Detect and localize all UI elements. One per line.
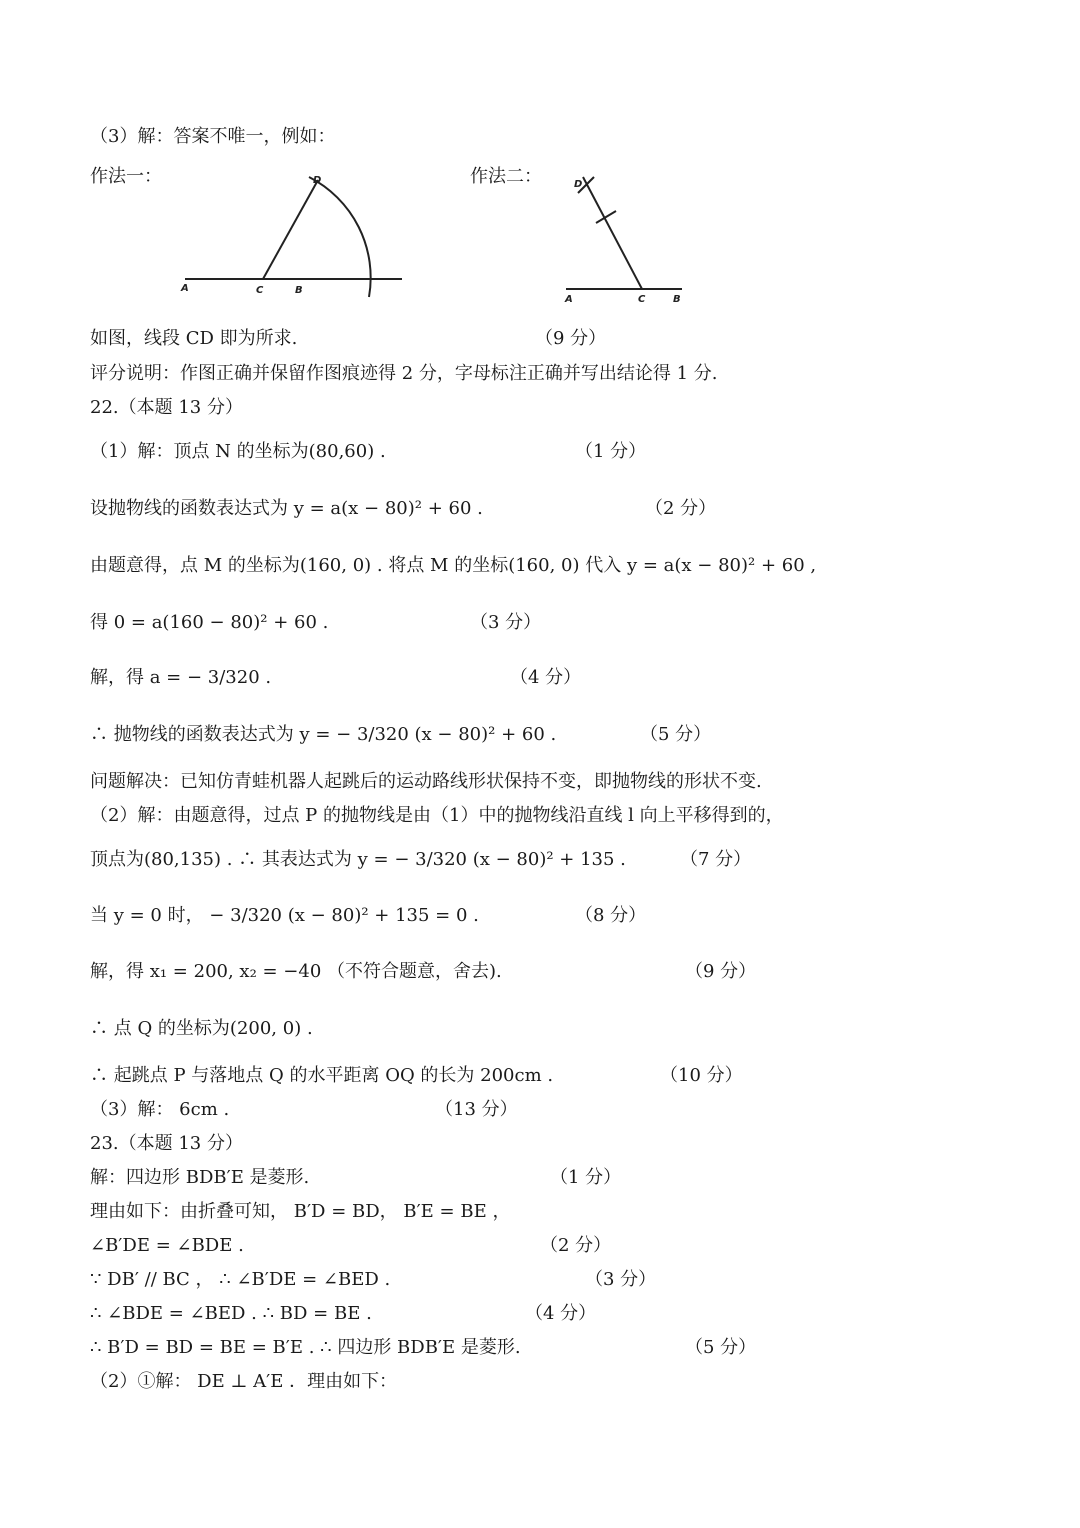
fig2-label-d: D (574, 179, 583, 190)
part3-conclusion-score: （9 分） (535, 328, 607, 349)
q22-line-6: ∴ 抛物线的函数表达式为 y = − 3/320 (x − 80)² + 60 . (90, 724, 557, 745)
q23-score-4: （3 分） (585, 1269, 657, 1290)
q22-line-7: 问题解决：已知仿青蛙机器人起跳后的运动路线形状保持不变，即抛物线的形状不变. (90, 771, 762, 792)
q22-line-2: 设抛物线的函数表达式为 y = a(x − 80)² + 60 . (90, 498, 483, 519)
q23-line-3: ∠B′DE = ∠BDE . (90, 1235, 244, 1256)
q23-line-6: ∴ B′D = BD = BE = B′E . ∴ 四边形 BDB′E 是菱形. (90, 1337, 521, 1358)
q22-score-14: （13 分） (435, 1099, 518, 1120)
q22-score-5: （4 分） (510, 667, 582, 688)
construction-figure-1 (175, 165, 410, 305)
q22-score-2: （2 分） (645, 498, 717, 519)
part3-heading: （3）解：答案不唯一，例如： (90, 126, 336, 147)
fig1-label-c: C (256, 285, 264, 296)
q22-score-9: （7 分） (680, 849, 752, 870)
q22-score-6: （5 分） (640, 724, 712, 745)
q23-score-6: （5 分） (685, 1337, 757, 1358)
q22-line-1: （1）解：顶点 N 的坐标为(80,60) . (90, 441, 386, 462)
q23-score-5: （4 分） (525, 1303, 597, 1324)
q23-line-7: （2）①解： DE ⊥ A′E ．理由如下： (90, 1371, 398, 1392)
fig2-label-b: B (673, 294, 681, 305)
q22-score-10: （8 分） (575, 905, 647, 926)
method2-label: 作法二： (470, 166, 542, 187)
q22-score-13: （10 分） (660, 1065, 743, 1086)
fig1-label-d: D (313, 175, 322, 186)
q23-title: 23.（本题 13 分） (90, 1133, 243, 1154)
fig1-label-a: A (181, 283, 189, 294)
q22-score-11: （9 分） (685, 961, 757, 982)
fig2-label-c: C (638, 294, 646, 305)
q22-line-8: （2）解：由题意得，过点 P 的抛物线是由（1）中的抛物线沿直线 l 向上平移得到的， (90, 805, 784, 826)
q23-score-3: （2 分） (540, 1235, 612, 1256)
q22-line-9: 顶点为(80,135) . ∴ 其表达式为 y = − 3/320 (x − 80)² + 135 . (90, 849, 626, 870)
q23-line-5: ∴ ∠BDE = ∠BED . ∴ BD = BE . (90, 1303, 372, 1324)
q23-line-4: ∵ DB′ // BC ， ∴ ∠B′DE = ∠BED . (90, 1269, 391, 1290)
q22-score-1: （1 分） (575, 441, 647, 462)
part3-grading-note: 评分说明：作图正确并保留作图痕迹得 2 分，字母标注正确并写出结论得 1 分. (90, 363, 718, 384)
construction-figure-2 (560, 165, 690, 305)
q22-line-12: ∴ 点 Q 的坐标为(200, 0) . (90, 1018, 313, 1039)
q22-line-14: （3）解： 6cm . (90, 1099, 230, 1120)
fig2-label-a: A (565, 294, 573, 305)
q22-line-5: 解，得 a = − 3/320 . (90, 667, 272, 688)
q22-score-4: （3 分） (470, 612, 542, 633)
q22-line-13: ∴ 起跳点 P 与落地点 Q 的水平距离 OQ 的长为 200cm . (90, 1065, 554, 1086)
q22-line-3: 由题意得，点 M 的坐标为(160, 0) . 将点 M 的坐标(160, 0) 代入 y = a(x − 80)² + 60 , (90, 555, 817, 576)
q23-line-2: 理由如下：由折叠可知， B′D = BD， B′E = BE ， (90, 1201, 511, 1222)
q22-line-10: 当 y = 0 时， − 3/320 (x − 80)² + 135 = 0 . (90, 905, 479, 926)
fig1-label-b: B (295, 285, 303, 296)
q22-line-4: 得 0 = a(160 − 80)² + 60 . (90, 612, 329, 633)
q22-title: 22.（本题 13 分） (90, 397, 243, 418)
q23-line-1: 解：四边形 BDB′E 是菱形. (90, 1167, 310, 1188)
q23-score-1: （1 分） (550, 1167, 622, 1188)
q22-line-11: 解，得 x₁ = 200, x₂ = −40 （不符合题意，舍去). (90, 961, 502, 982)
part3-conclusion: 如图，线段 CD 即为所求. (90, 328, 298, 349)
method1-label: 作法一： (90, 166, 162, 187)
